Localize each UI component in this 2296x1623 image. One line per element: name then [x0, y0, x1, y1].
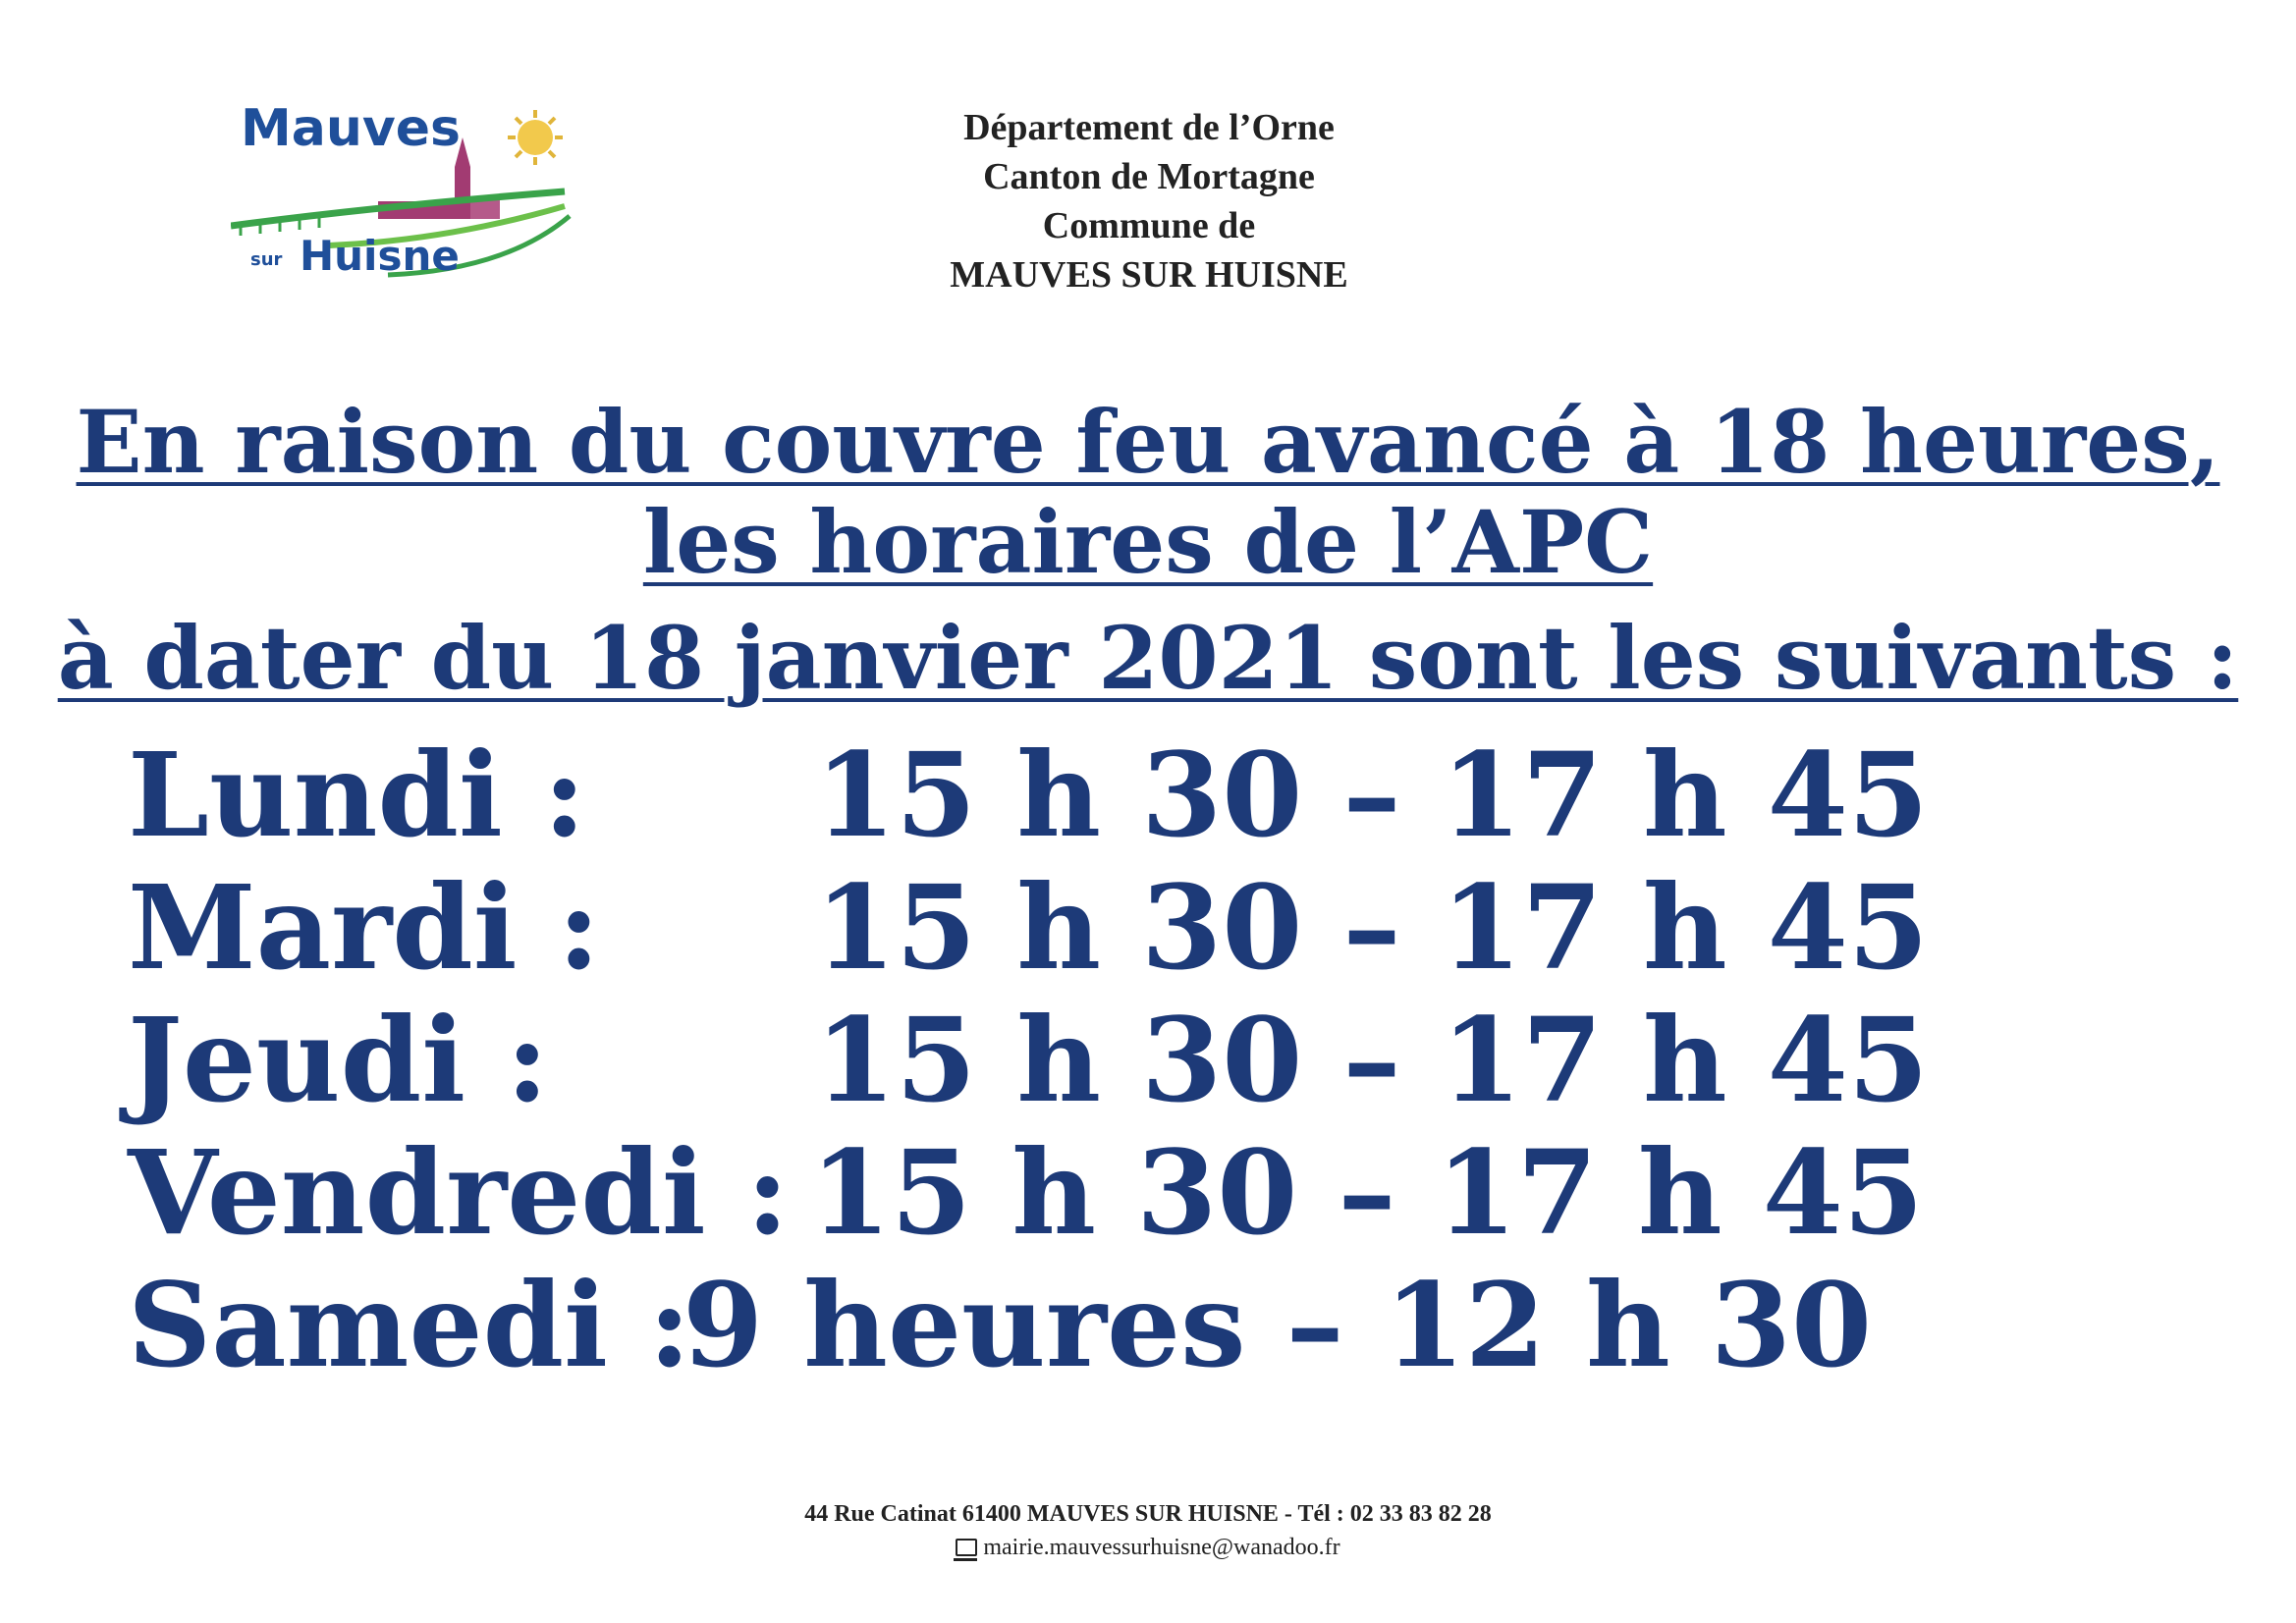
- header-commune-label: Commune de: [1042, 205, 1256, 246]
- schedule-row-lundi: [128, 729, 2190, 861]
- schedule-row-samedi: [128, 1259, 2190, 1391]
- footer-email-line: [0, 1531, 2296, 1564]
- notice-title-line-1: En raison du couvre feu avancé à 18 heures,: [76, 391, 2220, 493]
- contact-footer: [0, 1497, 2296, 1564]
- schedule-hours: 15 h 30 – 17 h 45: [815, 859, 1929, 996]
- schedule-day: Samedi :: [128, 1257, 691, 1393]
- notice-title-line-3: à dater du 18 janvier 2021 sont les suivants :: [57, 607, 2239, 709]
- schedule-row-mardi: [128, 861, 2190, 994]
- logo-text-sur: sur: [250, 249, 283, 270]
- commune-header: [845, 103, 1453, 299]
- schedule-day: Lundi :: [128, 727, 586, 863]
- footer-email[interactable]: mairie.mauvessurhuisne@wanadoo.fr: [983, 1535, 1340, 1560]
- sun-icon: [508, 110, 563, 165]
- schedule-hours: 9 heures – 12 h 30: [683, 1257, 1873, 1393]
- schedule-row-vendredi: [128, 1126, 2190, 1259]
- logo-text-huisne: Huisne: [300, 232, 460, 280]
- notice-title-line-2: les horaires de l’APC: [642, 491, 1654, 593]
- schedule-hours: 15 h 30 – 17 h 45: [815, 727, 1929, 863]
- opening-hours-list: [128, 729, 2190, 1391]
- mauves-sur-huisne-logo: [231, 98, 584, 285]
- schedule-day: Jeudi :: [128, 992, 549, 1128]
- logo-text-mauves: Mauves: [241, 99, 461, 158]
- computer-icon: [956, 1539, 977, 1556]
- footer-address: 44 Rue Catinat 61400 MAUVES SUR HUISNE - Tél : 02 33 83 82 28: [804, 1501, 1492, 1527]
- header-commune-name: MAUVES SUR HUISNE: [950, 254, 1348, 296]
- schedule-hours: 15 h 30 – 17 h 45: [810, 1124, 1924, 1261]
- schedule-hours: 15 h 30 – 17 h 45: [815, 992, 1929, 1128]
- schedule-day: Mardi :: [128, 859, 601, 996]
- schedule-day: Vendredi :: [128, 1124, 790, 1261]
- schedule-row-jeudi: [128, 994, 2190, 1126]
- header-department: Département de l’Orne: [963, 107, 1335, 148]
- header-canton: Canton de Mortagne: [983, 156, 1315, 197]
